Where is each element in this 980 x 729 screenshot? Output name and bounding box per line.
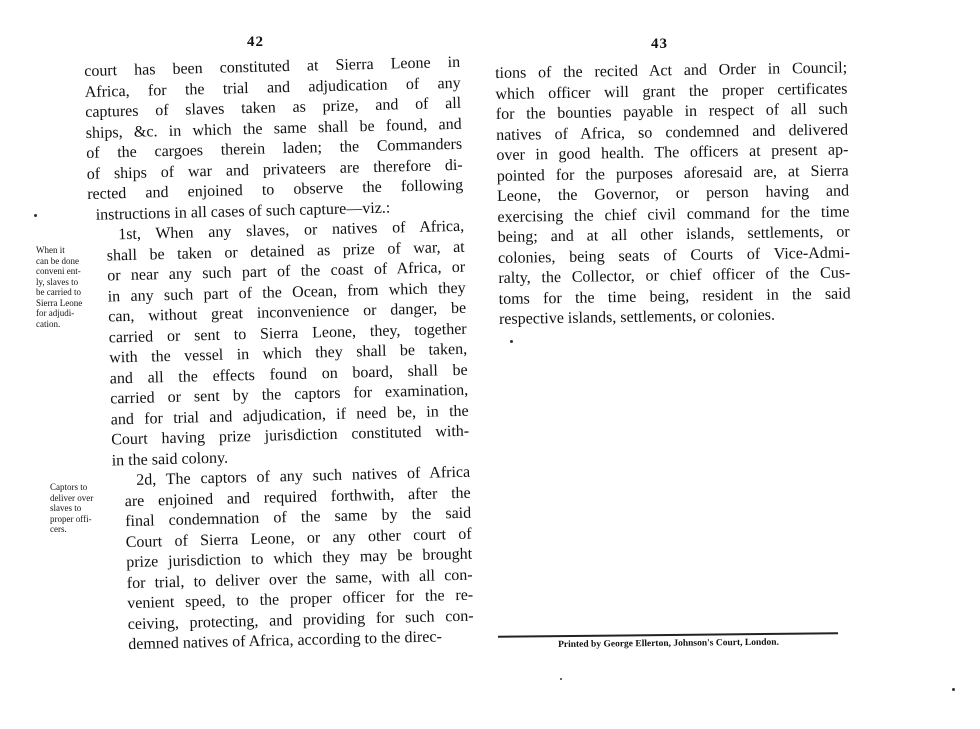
margin-note-line: proper offi- — [50, 513, 92, 524]
text-line: and for trial and adjudication, if need be, in the — [110, 402, 469, 428]
text-line: 2d, The captors of any such natives of Africa — [136, 463, 471, 489]
text-line: are enjoined and required forthwith, after the — [124, 484, 471, 510]
text-line: of ships of war and privateers are therefore di- — [86, 156, 463, 183]
text-line: can, without great inconvenience or danger, be — [108, 299, 467, 326]
margin-note-line: be carried to — [36, 287, 81, 297]
text-line: prize jurisdiction to which they may be brought — [126, 545, 473, 572]
text-line: of the cargoes therein laden; the Commanders — [86, 135, 463, 162]
paragraph-intro — [84, 53, 464, 226]
text-line: ceiving, protecting, and providing for such con- — [127, 607, 474, 633]
text-line: for the bounties payable in respect of all such — [495, 100, 848, 123]
left-page-number: 42 — [247, 34, 264, 50]
text-line: demned natives of Africa, according to the direc- — [128, 628, 443, 654]
text-line: which officer will grant the proper certificates — [495, 79, 848, 103]
right-page-text — [495, 58, 851, 330]
text-line: pointed for the purposes aforesaid are, at Sierra — [496, 161, 849, 185]
margin-note-line: cers. — [50, 524, 67, 534]
text-line: rected and enjoined to observe the following — [87, 176, 464, 203]
text-line: court has been constituted at Sierra Leone in — [84, 53, 461, 80]
margin-note-line: ly, slaves to — [36, 276, 79, 287]
margin-note-line: cation. — [36, 318, 61, 329]
margin-note-line: deliver over — [50, 492, 94, 503]
paragraph-first-instruction — [88, 217, 470, 472]
imprint-rule — [498, 632, 838, 638]
text-line: 1st, When any slaves, or natives of Africa, — [118, 217, 465, 244]
text-line: final condemnation of the same by the said — [125, 504, 472, 531]
printer-imprint: Printed by George Ellerton, Johnson's Court, London. — [558, 637, 779, 650]
text-line: being; and at all other islands, settlements, or — [497, 223, 850, 246]
text-line: Court having prize jurisdiction constituted with- — [111, 422, 470, 449]
margin-note-captors — [50, 482, 110, 535]
text-line: shall be taken or detained as prize of war, at — [106, 238, 465, 264]
margin-note-line: conveni ent- — [36, 266, 81, 276]
margin-note-line: Sierra Leone — [36, 297, 83, 308]
margin-note-line: can be done — [36, 255, 79, 266]
right-page-number: 43 — [651, 36, 668, 52]
text-line: carried or sent by the captors for examination, — [110, 381, 469, 408]
margin-note-line: slaves to — [50, 503, 82, 513]
scan-speck — [560, 678, 562, 680]
text-line: ships, &c. in which the same shall be found, and — [85, 115, 462, 142]
text-line: instructions in all cases of such capture—viz.: — [95, 199, 391, 224]
text-line: venient speed, to the proper officer for the re- — [127, 586, 474, 613]
margin-note-sierra-leone — [36, 245, 96, 329]
text-line: in the said colony. — [111, 449, 229, 469]
left-page-text — [84, 53, 474, 657]
text-line: captures of slaves taken as prize, and of all — [85, 94, 462, 121]
text-line: exercising the chief civil command for the time — [497, 202, 850, 226]
margin-note-line: Captors to — [50, 482, 88, 492]
margin-note-line: When it — [36, 245, 65, 255]
text-line: respective islands, settlements, or colonies. — [498, 306, 776, 328]
scan-speck — [952, 688, 955, 691]
text-line: with the vessel in which they shall be taken, — [109, 340, 468, 367]
text-line: Court of Sierra Leone, or any other court of — [125, 525, 472, 551]
text-line: Africa, for the trial and adjudication of any — [84, 74, 461, 101]
margin-note-line: for adjudi- — [36, 308, 75, 318]
text-line: and all the effects found on board, shall be — [109, 361, 468, 387]
text-line: or near any such part of the coast of Africa, or — [107, 258, 466, 285]
text-line: colonies, being seats of Courts of Vice-Admi- — [497, 243, 851, 267]
text-line: carried or sent to Sierra Leone, they, together — [108, 320, 467, 346]
scan-speck — [510, 340, 513, 343]
paragraph-second-instruction — [94, 463, 474, 657]
text-line: for trial, to deliver over the same, with all con- — [126, 566, 473, 592]
text-line: in any such part of the Ocean, from which they — [107, 279, 466, 305]
text-line: ralty, the Collector, or chief officer of the Cus- — [498, 264, 851, 287]
text-line: tions of the recited Act and Order in Council; — [495, 59, 848, 82]
text-line: natives of Africa, so condemned and delivered — [495, 120, 849, 144]
text-line: Leone, the Governor, or person having and — [496, 182, 850, 205]
scan-speck — [34, 214, 37, 217]
text-line: over in good health. The officers at present ap- — [496, 141, 849, 164]
text-line: toms for the time being, resident in the said — [498, 284, 851, 308]
